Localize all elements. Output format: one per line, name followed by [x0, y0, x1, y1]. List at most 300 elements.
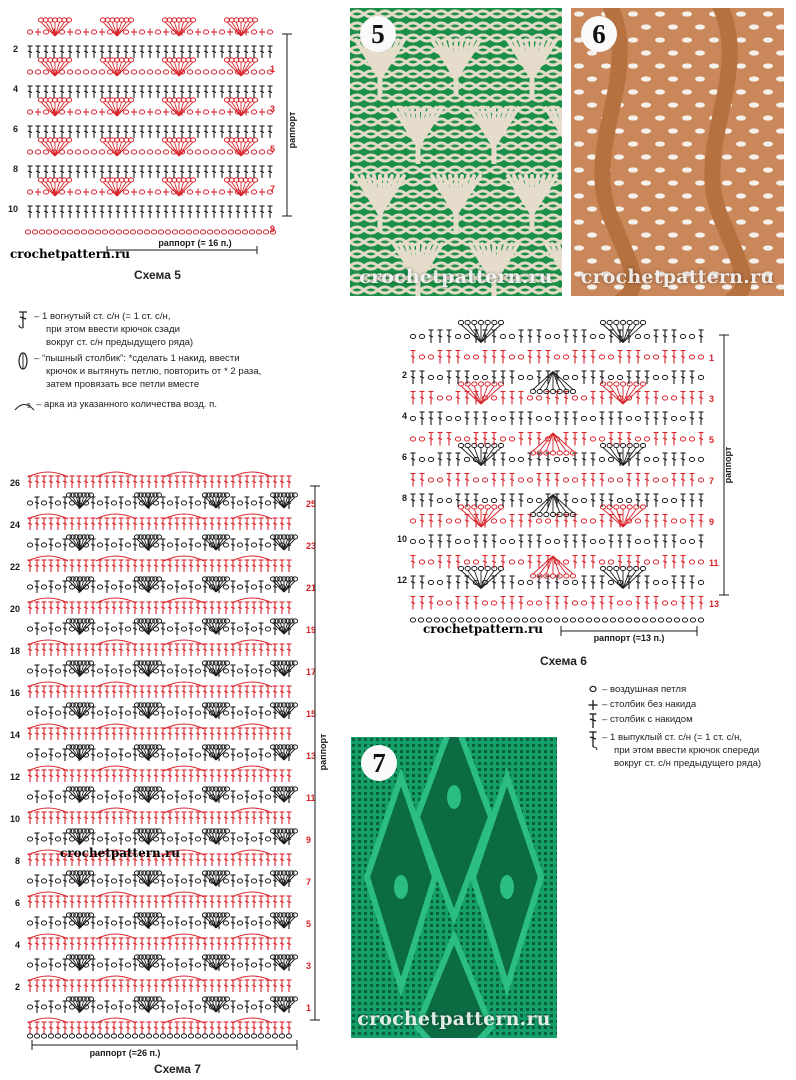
lace-hole	[641, 76, 651, 81]
chain-symbol	[292, 493, 297, 497]
dc-symbol	[210, 812, 215, 824]
legend-item-arch	[14, 398, 314, 414]
dc-symbol	[188, 46, 193, 58]
chain-symbol	[640, 320, 645, 324]
dc-symbol	[161, 980, 166, 992]
chain-symbol	[265, 1034, 270, 1038]
dc-symbol	[161, 938, 166, 950]
chain-symbol	[509, 560, 514, 564]
dc-symbol	[582, 433, 587, 446]
chain-symbol	[181, 1005, 186, 1009]
chain-symbol	[41, 711, 46, 715]
chain-symbol	[458, 382, 463, 386]
dc-symbol	[49, 875, 54, 887]
dc-symbol	[28, 166, 33, 178]
chain-symbol	[125, 921, 130, 925]
chain-symbol	[634, 320, 639, 324]
dc-symbol	[84, 560, 89, 572]
dc-symbol	[112, 728, 117, 740]
dc-symbol	[133, 896, 138, 908]
dc-symbol	[52, 206, 57, 218]
chain-symbol	[27, 711, 32, 715]
dc-symbol	[245, 728, 250, 740]
scheme-7-side-label: раппорт	[318, 733, 328, 771]
chain-symbol	[627, 443, 632, 447]
photo-7	[351, 737, 557, 1038]
chain-symbol	[607, 382, 612, 386]
chain-symbol	[223, 501, 228, 505]
dc-symbol	[245, 602, 250, 614]
dc-symbol	[133, 728, 138, 740]
chain-symbol	[590, 334, 595, 338]
dc-symbol	[105, 938, 110, 950]
sc-symbol	[195, 189, 201, 196]
dc-symbol	[68, 166, 73, 178]
arch-symbol	[28, 472, 68, 477]
chain-symbol	[674, 618, 679, 622]
chain-symbol	[200, 230, 205, 234]
chain-symbol	[174, 1034, 179, 1038]
chain-symbol	[237, 1005, 242, 1009]
dc-symbol	[582, 576, 587, 589]
chain-symbol	[546, 618, 551, 622]
dc-symbol	[133, 770, 138, 782]
lace-hole	[655, 11, 665, 16]
chain-symbol	[527, 580, 532, 584]
lace-hole	[763, 193, 773, 198]
dc-symbol	[483, 535, 488, 548]
dc-symbol	[42, 518, 47, 530]
chain-symbol	[610, 618, 615, 622]
row-number: 3	[709, 394, 715, 404]
chain-symbol	[608, 355, 613, 359]
dc-symbol	[699, 392, 704, 405]
chain-symbol	[167, 627, 172, 631]
fan-symbol	[600, 320, 645, 342]
dc-symbol	[189, 602, 194, 614]
chain-symbol	[650, 618, 655, 622]
dc-symbol	[42, 854, 47, 866]
chain-symbol	[698, 560, 703, 564]
dc-symbol	[238, 770, 243, 782]
chain-symbol	[155, 190, 160, 194]
scheme-5-caption: Схема 5	[134, 268, 181, 282]
dc-symbol	[245, 770, 250, 782]
dc-symbol	[618, 351, 623, 364]
chain-symbol	[55, 627, 60, 631]
chain-symbol	[203, 190, 208, 194]
dc-symbol	[519, 515, 524, 528]
dc-symbol	[140, 46, 145, 58]
dc-symbol	[245, 917, 250, 929]
chain-symbol	[251, 627, 256, 631]
dc-symbol	[231, 1022, 236, 1034]
dc-symbol	[196, 770, 201, 782]
chain-symbol	[67, 230, 72, 234]
chain-symbol	[167, 669, 172, 673]
dc-symbol	[140, 126, 145, 138]
dc-symbol	[112, 644, 117, 656]
chain-symbol	[55, 585, 60, 589]
chain-symbol	[608, 560, 613, 564]
chain-symbol	[498, 443, 503, 447]
dc-symbol	[429, 412, 434, 425]
dc-symbol	[217, 728, 222, 740]
dc-symbol	[175, 476, 180, 488]
dc-symbol	[175, 791, 180, 803]
dc-symbol	[98, 980, 103, 992]
lace-hole	[736, 219, 746, 224]
dc-symbol	[465, 412, 470, 425]
dc-symbol	[189, 896, 194, 908]
dc-symbol	[56, 770, 61, 782]
dc-symbol	[465, 597, 470, 610]
dc-symbol	[252, 1022, 257, 1034]
dc-symbol	[76, 86, 81, 98]
dc-symbol	[92, 206, 97, 218]
dc-symbol	[231, 581, 236, 593]
chain-symbol	[223, 963, 228, 967]
dc-symbol	[224, 1022, 229, 1034]
dc-symbol	[175, 812, 180, 824]
dc-symbol	[411, 453, 416, 466]
chain-symbol	[437, 375, 442, 379]
dc-symbol	[126, 728, 131, 740]
dc-symbol	[52, 86, 57, 98]
lace-hole	[668, 128, 678, 133]
chain-symbol	[689, 334, 694, 338]
legend-item-recessed-dc	[14, 310, 314, 352]
dc-symbol	[238, 728, 243, 740]
chain-symbol	[698, 478, 703, 482]
fan-symbol	[458, 320, 503, 342]
chain-symbol	[187, 70, 192, 74]
dc-symbol	[119, 665, 124, 677]
dc-symbol	[119, 917, 124, 929]
dc-symbol	[591, 392, 596, 405]
lace-hole	[695, 128, 705, 133]
chain-symbol	[97, 879, 102, 883]
dc-symbol	[182, 728, 187, 740]
dc-symbol	[196, 602, 201, 614]
chain-symbol	[563, 478, 568, 482]
chain-symbol	[599, 437, 604, 441]
chain-symbol	[572, 601, 577, 605]
dc-symbol	[266, 980, 271, 992]
dc-symbol	[132, 86, 137, 98]
chain-symbol	[111, 1034, 116, 1038]
dc-symbol	[238, 686, 243, 698]
lace-hole	[668, 154, 678, 159]
chain-symbol	[618, 618, 623, 622]
dc-symbol	[636, 351, 641, 364]
dc-symbol	[636, 576, 641, 589]
chain-symbol	[195, 795, 200, 799]
dc-symbol	[238, 1022, 243, 1034]
dc-symbol	[220, 46, 225, 58]
lace-hole	[668, 180, 678, 185]
sc-symbol	[35, 189, 41, 196]
dc-symbol	[91, 581, 96, 593]
chain-symbol	[680, 519, 685, 523]
chain-symbol	[671, 396, 676, 400]
chain-symbol	[500, 539, 505, 543]
dc-symbol	[231, 917, 236, 929]
dc-symbol	[105, 476, 110, 488]
dc-symbol	[182, 560, 187, 572]
chain-symbol	[265, 669, 270, 673]
fan-symbol	[66, 493, 93, 508]
chain-symbol	[600, 382, 605, 386]
chain-symbol	[259, 70, 264, 74]
dc-symbol	[210, 476, 215, 488]
dc-symbol	[35, 875, 40, 887]
lace-hole	[655, 141, 665, 146]
row-number: 2	[401, 370, 407, 380]
dc-symbol	[91, 623, 96, 635]
dc-symbol	[203, 896, 208, 908]
dc-symbol	[220, 86, 225, 98]
chain-symbol	[195, 879, 200, 883]
dc-symbol	[175, 581, 180, 593]
dc-symbol	[429, 392, 434, 405]
dc-symbol	[28, 938, 33, 950]
fan-symbol	[134, 829, 161, 844]
dc-symbol	[172, 126, 177, 138]
chain-symbol	[216, 1034, 221, 1038]
chain-symbol	[187, 190, 192, 194]
dc-symbol	[287, 938, 292, 950]
chain-symbol	[158, 230, 163, 234]
chain-symbol	[572, 478, 577, 482]
dc-symbol	[217, 686, 222, 698]
dc-symbol	[133, 1001, 138, 1013]
dc-symbol	[429, 515, 434, 528]
dc-symbol	[28, 206, 33, 218]
sc-symbol	[83, 189, 89, 196]
dc-symbol	[112, 560, 117, 572]
dc-symbol	[681, 494, 686, 507]
dc-symbol	[287, 686, 292, 698]
dc-symbol	[600, 392, 605, 405]
chain-symbol	[195, 543, 200, 547]
dc-symbol	[52, 166, 57, 178]
chain-symbol	[458, 566, 463, 570]
chain-symbol	[518, 560, 523, 564]
dc-symbol	[105, 917, 110, 929]
dc-symbol	[231, 707, 236, 719]
dc-symbol	[161, 1022, 166, 1034]
chain-symbol	[132, 1034, 137, 1038]
dc-symbol	[112, 518, 117, 530]
dc-symbol	[420, 576, 425, 589]
dc-symbol	[224, 770, 229, 782]
sc-symbol	[67, 189, 73, 196]
dc-symbol	[172, 166, 177, 178]
chain-symbol	[75, 150, 80, 154]
dc-symbol	[210, 896, 215, 908]
dc-symbol	[70, 518, 75, 530]
chain-symbol	[224, 703, 229, 707]
chain-symbol	[602, 618, 607, 622]
chain-symbol	[67, 70, 72, 74]
dc-symbol	[105, 1001, 110, 1013]
chain-symbol	[472, 566, 477, 570]
chain-symbol	[536, 519, 541, 523]
arch-symbol	[28, 766, 68, 771]
chain-symbol	[97, 963, 102, 967]
dc-symbol	[119, 1001, 124, 1013]
dc-symbol	[60, 206, 65, 218]
chain-symbol	[160, 1034, 165, 1038]
dc-symbol	[112, 980, 117, 992]
chain-symbol	[465, 505, 470, 509]
dc-symbol	[259, 854, 264, 866]
dc-symbol	[168, 896, 173, 908]
dc-symbol	[681, 351, 686, 364]
dc-symbol	[91, 917, 96, 929]
dc-symbol	[519, 597, 524, 610]
dc-symbol	[600, 412, 605, 425]
chain-symbol	[554, 618, 559, 622]
dc-symbol	[259, 665, 264, 677]
dc-symbol	[287, 644, 292, 656]
fan-symbol	[134, 535, 161, 550]
chain-symbol	[562, 618, 567, 622]
dc-symbol	[156, 46, 161, 58]
dc-symbol	[77, 896, 82, 908]
dc-symbol	[168, 686, 173, 698]
dc-symbol	[280, 854, 285, 866]
lace-hole	[587, 128, 597, 133]
dc-symbol	[672, 371, 677, 384]
chain-symbol	[97, 501, 102, 505]
arch-symbol	[28, 556, 68, 561]
lace-hole	[655, 63, 665, 68]
dc-symbol	[28, 560, 33, 572]
fan-symbol	[134, 493, 161, 508]
chain-symbol	[251, 501, 256, 505]
legend-line: – арка из указанного количества возд. п.	[36, 399, 217, 410]
dc-symbol	[672, 433, 677, 446]
dc-symbol	[105, 959, 110, 971]
chain-symbol	[251, 190, 256, 194]
dc-symbol	[555, 474, 560, 487]
dc-symbol	[98, 812, 103, 824]
chain-symbol	[608, 457, 613, 461]
chain-symbol	[125, 795, 130, 799]
dc-symbol	[203, 938, 208, 950]
dc-symbol	[280, 896, 285, 908]
dc-symbol	[483, 351, 488, 364]
dc-symbol	[681, 474, 686, 487]
chain-icon	[588, 684, 598, 694]
dc-symbol	[245, 749, 250, 761]
sc-symbol	[259, 29, 265, 36]
dc-symbol	[420, 515, 425, 528]
dc-symbol	[456, 453, 461, 466]
dc-symbol	[84, 206, 89, 218]
dc-symbol	[91, 707, 96, 719]
dc-symbol	[35, 1022, 40, 1034]
dc-symbol	[119, 728, 124, 740]
dc-symbol	[259, 749, 264, 761]
dc-symbol	[147, 896, 152, 908]
dc-symbol	[175, 707, 180, 719]
dc-symbol	[147, 518, 152, 530]
dc-symbol	[98, 602, 103, 614]
chain-symbol	[446, 519, 451, 523]
dc-symbol	[244, 126, 249, 138]
chain-symbol	[43, 70, 48, 74]
dc-symbol	[654, 535, 659, 548]
chain-symbol	[626, 498, 631, 502]
chain-symbol	[167, 543, 172, 547]
chain-symbol	[27, 879, 32, 883]
dc-symbol	[573, 556, 578, 569]
row-number: 25	[306, 499, 317, 509]
chain-symbol	[572, 396, 577, 400]
dc-symbol	[156, 86, 161, 98]
fan-symbol	[224, 58, 257, 76]
dc-symbol	[35, 980, 40, 992]
dc-symbol	[119, 896, 124, 908]
chain-symbol	[91, 30, 96, 34]
dc-symbol	[663, 433, 668, 446]
lace-hole	[587, 206, 597, 211]
dc-symbol	[161, 518, 166, 530]
arch-symbol	[28, 640, 68, 645]
chain-symbol	[97, 1005, 102, 1009]
row-number: 2	[14, 982, 20, 992]
chain-symbol	[419, 334, 424, 338]
dc-symbol	[699, 412, 704, 425]
lace-hole	[736, 11, 746, 16]
dc-symbol	[126, 476, 131, 488]
lace-hole	[574, 63, 584, 68]
dc-symbol	[76, 206, 81, 218]
dc-symbol	[35, 665, 40, 677]
dc-symbol	[63, 623, 68, 635]
row-number: 20	[9, 604, 20, 614]
dc-symbol	[172, 206, 177, 218]
dc-symbol	[280, 644, 285, 656]
dc-symbol	[98, 644, 103, 656]
chain-symbol	[600, 320, 605, 324]
dc-symbol	[84, 644, 89, 656]
dc-symbol	[252, 602, 257, 614]
dc-symbol	[126, 686, 131, 698]
chain-symbol	[614, 320, 619, 324]
chain-symbol	[640, 505, 645, 509]
dc-symbol	[63, 917, 68, 929]
chain-symbol	[626, 618, 631, 622]
chain-symbol	[43, 190, 48, 194]
chain-symbol	[195, 501, 200, 505]
fan-symbol	[458, 382, 503, 404]
dc-symbol	[133, 581, 138, 593]
legend-item-raised-dc	[588, 731, 788, 773]
dc-symbol	[42, 686, 47, 698]
dc-symbol	[77, 476, 82, 488]
dc-symbol	[582, 330, 587, 343]
dc-symbol	[189, 854, 194, 866]
chain-symbol	[608, 375, 613, 379]
dc-symbol	[492, 474, 497, 487]
chain-symbol	[156, 829, 161, 833]
dc-symbol	[663, 453, 668, 466]
dc-symbol	[91, 875, 96, 887]
